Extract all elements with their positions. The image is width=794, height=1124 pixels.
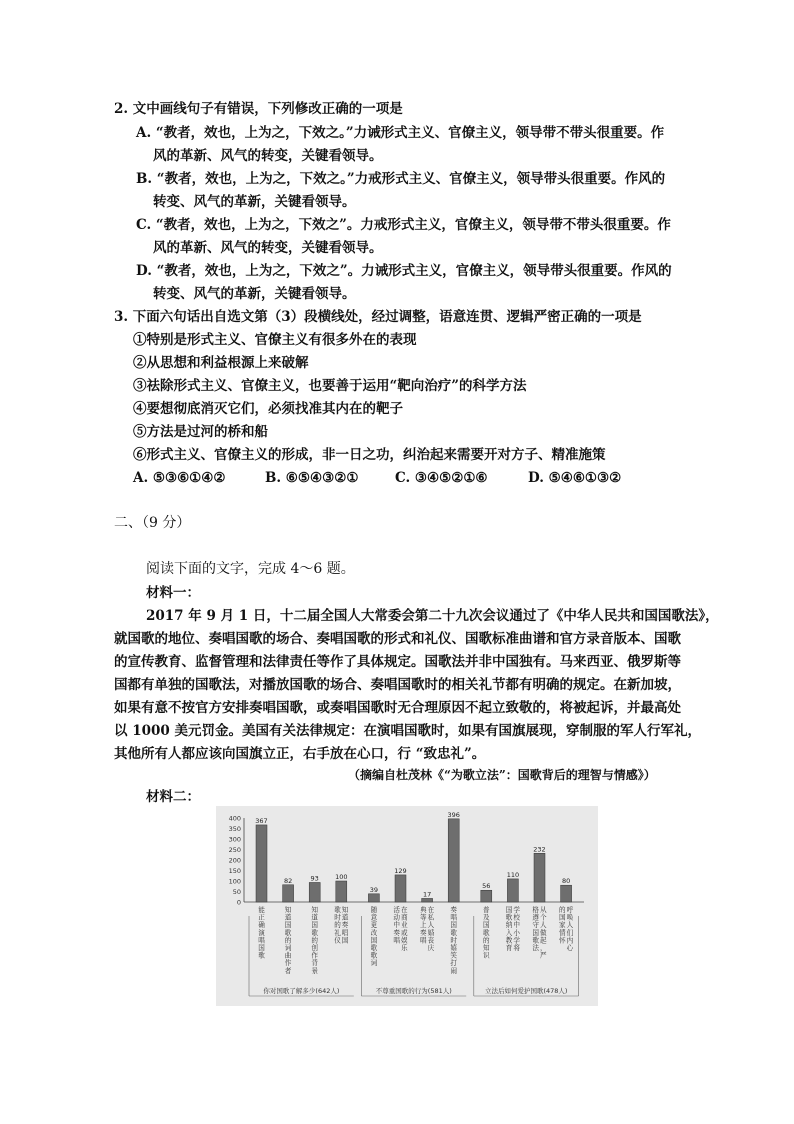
q2-option-d-cont: 转变、风气的革新，关键看领导。 bbox=[153, 286, 356, 302]
category-label: 在私人婚丧庆 bbox=[427, 906, 435, 952]
q2-option-b: B. “教者，效也，上为之，下效之。”力戒形式主义、官僚主义，领导带头很重要。作风的 bbox=[136, 171, 666, 187]
group-label: 你对国歌了解多少(642人) bbox=[263, 987, 340, 995]
bar-value-label: 396 bbox=[447, 810, 460, 819]
q3-option-b: B. ⑥⑤④③②① bbox=[265, 470, 359, 486]
material-1-line-4: 国都有单独的国歌法，对播放国歌的场合、奏唱国歌时的相关礼节都有明确的规定。在新加坡， bbox=[114, 677, 681, 693]
q3-sentence-5: ⑤方法是过河的桥和船 bbox=[133, 424, 268, 440]
y-tick-label: 400 bbox=[228, 814, 241, 823]
y-tick-label: 150 bbox=[228, 867, 241, 875]
reading-instruction: 阅读下面的文字，完成 4～6 题。 bbox=[146, 561, 355, 577]
group-label: 不尊重国歌的行为(581人) bbox=[375, 987, 452, 995]
category-label: 知道奏唱国 bbox=[341, 906, 349, 945]
category-label: 在商业或娱乐 bbox=[401, 906, 408, 952]
category-label: 活动中奏唱 bbox=[393, 906, 400, 945]
material-1-line-6: 以 1000 美元罚金。美国有关法律规定：在演唱国歌时，如果有国旗展现，穿制服的军人行军礼， bbox=[114, 723, 701, 739]
bar-value-label: 129 bbox=[394, 866, 407, 875]
material-1-line-5: 如果有意不按官方安排奏唱国歌，或奏唱国歌时无合理原因不起立致敬的，将被起诉，并最高处 bbox=[114, 700, 681, 716]
bar bbox=[422, 898, 433, 902]
q2-option-d: D. “教者，效也，上为之，下效之”。力诫形式主义，官僚主义，领导带头很重要。作风的 bbox=[136, 263, 672, 279]
y-tick-label: 300 bbox=[228, 835, 241, 844]
q3-sentence-4: ④要想彻底消灭它们，必须找准其内在的靶子 bbox=[133, 401, 403, 417]
q3-stem: 3. 下面六句话出自选文第（3）段横线处，经过调整，语意连贯、逻辑严密正确的一项是 bbox=[114, 309, 642, 325]
group-label: 立法后如何爱护国歌(478人) bbox=[484, 987, 568, 995]
category-label: 格遵守国歌法 bbox=[532, 906, 539, 952]
category-label: 呼唤人们内心 bbox=[566, 906, 574, 952]
q3-sentence-3: ③祛除形式主义、官僚主义，也要善于运用“靶向治疗”的科学方法 bbox=[133, 378, 527, 394]
q2-option-b-cont: 转变、风气的革新，关键看领导。 bbox=[153, 194, 356, 210]
q3-option-a: A. ⑤③⑥①④② bbox=[133, 470, 226, 486]
y-tick-label: 250 bbox=[228, 846, 241, 854]
y-tick-label: 0 bbox=[236, 898, 241, 907]
section-heading: 二、（9 分） bbox=[114, 515, 191, 531]
category-label: 典等上奏唱 bbox=[420, 906, 427, 945]
bar-value-label: 39 bbox=[369, 885, 379, 894]
bar-value-label: 367 bbox=[255, 816, 268, 825]
category-label: 奏唱国歌时嬉笑打闹 bbox=[450, 906, 457, 975]
category-label: 从个人做起，严 bbox=[540, 906, 547, 960]
material-1-line-1: 2017 年 9 月 1 日，十二届全国人大常委会第二十九次会议通过了《中华人民共和国国歌法》， bbox=[146, 608, 719, 624]
q2-option-a-cont: 风的革新、风气的转变，关键看领导。 bbox=[153, 148, 383, 164]
bar-value-label: 232 bbox=[533, 845, 546, 854]
q2-option-c: C. “教者，效也，上为之，下效之”。力戒形式主义，官僚主义，领导带不带头很重要。作 bbox=[136, 217, 671, 233]
bar bbox=[561, 885, 572, 902]
bar bbox=[481, 890, 492, 902]
chart-canvas bbox=[216, 806, 598, 1006]
y-tick-label: 100 bbox=[228, 877, 241, 886]
y-tick-label: 50 bbox=[232, 888, 241, 896]
category-label: 普及国歌的知识 bbox=[483, 906, 490, 960]
bar bbox=[309, 882, 320, 902]
bar-value-label: 82 bbox=[283, 876, 293, 885]
q2-stem: 2. 文中画线句子有错误，下列修改正确的一项是 bbox=[114, 101, 403, 117]
material-1-source: （摘编自杜茂林《“为歌立法”：国歌背后的理智与情感》） bbox=[348, 768, 656, 782]
bar-value-label: 100 bbox=[335, 873, 348, 881]
q3-sentence-6: ⑥形式主义、官僚主义的形成，非一日之功，纠治起来需要开对方子、精准施策 bbox=[133, 447, 606, 463]
q3-sentence-1: ①特别是形式主义、官僚主义有很多外在的表现 bbox=[133, 332, 417, 348]
bar-value-label: 17 bbox=[422, 890, 432, 899]
bar-value-label: 110 bbox=[506, 870, 520, 879]
bar-value-label: 56 bbox=[482, 882, 491, 891]
bar bbox=[256, 825, 267, 902]
bar bbox=[336, 881, 347, 902]
category-label: 随意更改国歌歌词 bbox=[370, 906, 378, 968]
category-label: 知道国歌的创作背景 bbox=[311, 906, 318, 975]
category-label: 知道国歌的词曲作者 bbox=[284, 906, 292, 975]
y-tick-label: 350 bbox=[228, 825, 241, 833]
bar bbox=[534, 853, 545, 902]
survey-bar-chart bbox=[216, 806, 598, 1006]
category-label: 能正确演唱国歌 bbox=[258, 906, 265, 960]
category-label: 国歌纳入教育 bbox=[505, 906, 513, 952]
q3-option-d: D. ⑤④⑥①③② bbox=[528, 470, 622, 486]
material-1-line-3: 的宣传教育、监督管理和法律责任等作了具体规定。国歌法并非中国独有。马来西亚、俄罗斯等 bbox=[114, 654, 681, 670]
category-label: 学校中小学将 bbox=[513, 906, 520, 952]
y-tick-label: 200 bbox=[228, 856, 241, 865]
bar-value-label: 93 bbox=[310, 874, 319, 883]
bar bbox=[507, 879, 518, 902]
category-label: 歌时的礼仪 bbox=[334, 906, 341, 945]
material-2-label: 材料二： bbox=[146, 789, 200, 805]
category-label: 的国家情怀 bbox=[559, 906, 566, 945]
q3-option-c: C. ③④⑤②①⑥ bbox=[395, 470, 488, 486]
material-1-line-2: 就国歌的地位、奏唱国歌的场合、奏唱国歌的形式和礼仪、国歌标准曲谱和官方录音版本、国歌 bbox=[114, 631, 681, 647]
q3-sentence-2: ②从思想和利益根源上来破解 bbox=[133, 355, 309, 371]
bar-value-label: 80 bbox=[561, 877, 571, 886]
bar bbox=[283, 885, 294, 902]
q2-option-c-cont: 风的革新、风气的转变，关键看领导。 bbox=[153, 240, 383, 256]
bar bbox=[368, 894, 379, 902]
material-1-label: 材料一： bbox=[146, 585, 200, 601]
bar bbox=[395, 875, 406, 902]
q2-option-a: A. “教者，效也，上为之，下效之。”力诫形式主义、官僚主义，领导带不带头很重要。作 bbox=[136, 125, 665, 141]
material-1-line-7: 其他所有人都应该向国旗立正，右手放在心口，行 “致忠礼”。 bbox=[114, 746, 486, 762]
bar bbox=[448, 819, 459, 902]
